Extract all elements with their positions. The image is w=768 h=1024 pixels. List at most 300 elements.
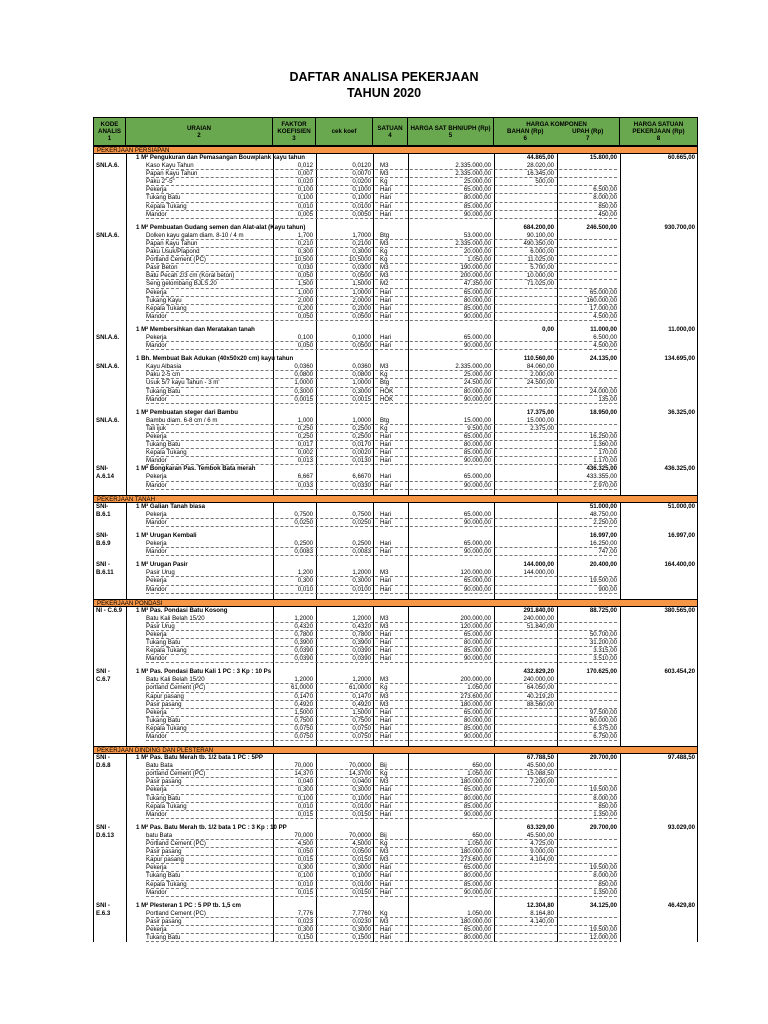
harga-cell: 180.000,00	[460, 848, 491, 856]
satuan-cell: Hari	[380, 585, 392, 593]
satuan-cell: M3	[380, 692, 389, 700]
harga-cell: 90.000,00	[463, 481, 491, 489]
row-underline	[146, 941, 617, 942]
column-divider	[126, 363, 127, 371]
upah-cell: 2.250,00	[593, 518, 617, 526]
koef-cell: 1,0000	[352, 379, 371, 387]
faktor-cell: 0,4920	[294, 700, 313, 708]
harga-cell: 1.050,00	[467, 909, 491, 917]
uraian-cell: Kaso Kayu Tahun	[146, 162, 194, 170]
table-row	[93, 786, 698, 794]
upah-cell: 16.250,00	[589, 540, 617, 548]
harga-cell: 25.000,00	[463, 371, 491, 379]
satuan-cell: Hari	[380, 540, 392, 548]
table-row	[93, 457, 698, 465]
column-divider	[126, 186, 127, 194]
column-divider	[620, 811, 621, 819]
column-divider	[126, 615, 127, 623]
col-cek-label: cek koef	[331, 128, 357, 135]
bahan-total: 44.865,00	[526, 154, 554, 161]
table-row	[93, 511, 698, 519]
col-num: 5	[448, 131, 453, 139]
work-item-row	[93, 154, 698, 162]
faktor-cell: 1,500	[297, 280, 313, 288]
table-row	[93, 519, 698, 527]
column-divider	[620, 848, 621, 856]
column-divider	[126, 754, 127, 762]
table-row	[93, 795, 698, 803]
table-row	[93, 449, 698, 457]
uraian-cell: Mandor	[146, 733, 167, 740]
column-divider	[126, 441, 127, 449]
upah-total: 34.125,00	[589, 901, 617, 909]
column-divider	[620, 511, 621, 519]
satuan-cell: M3	[380, 622, 389, 630]
harga-satuan-total: 11.000,00	[668, 325, 695, 333]
column-divider	[620, 334, 621, 342]
section-header: PEKERJAAN DINDING DAN PLESTERAN	[93, 746, 698, 754]
table-row	[93, 770, 698, 778]
satuan-cell: Hari	[380, 473, 392, 481]
koef-cell: 0,0250	[352, 518, 371, 526]
harga-cell: 2.335.000,00	[455, 363, 491, 371]
column-divider	[620, 425, 621, 433]
koef-cell: 0,0230	[352, 917, 371, 925]
col-uraian-label: URAIAN	[186, 124, 212, 132]
uraian-cell: batu Bata	[146, 831, 173, 839]
upah-total: 29.700,00	[589, 823, 617, 831]
column-divider	[620, 178, 621, 186]
harga-cell: 85.000,00	[463, 304, 491, 312]
column-divider	[126, 902, 127, 910]
uraian-cell: Tukang Batu	[146, 638, 181, 646]
bahan-cell: 45.500,00	[526, 831, 554, 839]
column-divider	[126, 725, 127, 733]
column-divider	[126, 811, 127, 819]
column-divider	[620, 248, 621, 256]
upah-cell: 19.500,00	[589, 786, 617, 794]
bahan-cell: 5.700,00	[530, 264, 554, 272]
harga-cell: 85.000,00	[463, 880, 491, 888]
uraian-cell: Kepala Tukang	[146, 647, 187, 655]
faktor-cell: 0,015	[297, 888, 313, 896]
column-divider	[620, 162, 621, 170]
faktor-cell: 0,015	[297, 856, 313, 864]
column-divider	[126, 594, 127, 599]
harga-cell: 273.600,00	[460, 856, 491, 864]
upah-cell: 433.355,00	[586, 473, 617, 481]
column-divider	[126, 848, 127, 856]
column-divider	[620, 881, 621, 889]
harga-cell: 65.000,00	[463, 864, 491, 872]
table-row	[93, 803, 698, 811]
kode-cell: SNI -	[96, 668, 110, 676]
bahan-cell: 15.088,50	[526, 770, 554, 778]
upah-cell: 6.500,00	[593, 333, 617, 341]
satuan-cell: Hari	[380, 647, 392, 655]
koef-cell: 0,0100	[352, 802, 371, 810]
upah-cell: 4.500,00	[593, 312, 617, 320]
table-row	[93, 926, 698, 934]
column-divider	[620, 647, 621, 655]
faktor-cell: 2,000	[297, 296, 313, 304]
bahan-cell: 51.840,00	[526, 622, 554, 630]
harga-cell: 53.000,00	[463, 231, 491, 239]
column-divider	[620, 655, 621, 663]
col-harga-pek	[620, 118, 697, 145]
harga-cell: 65.000,00	[463, 925, 491, 933]
kode-cell: NI - C.6.9	[96, 606, 123, 614]
satuan-cell: M3	[380, 856, 389, 864]
column-divider	[126, 717, 127, 725]
column-divider	[126, 926, 127, 934]
column-divider	[620, 363, 621, 371]
harga-cell: 65.000,00	[463, 333, 491, 341]
uraian-cell: Pasir pasang	[146, 700, 182, 708]
harga-cell: 90.000,00	[463, 585, 491, 593]
koef-cell: 0,2500	[352, 540, 371, 548]
uraian-cell: Kepala Tukang	[146, 304, 187, 312]
faktor-cell: 0,1470	[294, 692, 313, 700]
upah-cell: 160.000,00	[586, 296, 617, 304]
work-item-row	[93, 668, 698, 676]
column-divider	[126, 154, 127, 162]
uraian-cell: Pekerja	[146, 333, 167, 341]
bahan-cell: 4.140,00	[530, 917, 554, 925]
upah-cell: 19.500,00	[589, 864, 617, 872]
satuan-cell: M3	[380, 162, 389, 170]
faktor-cell: 14,370	[294, 770, 313, 778]
bahan-cell: 90.100,00	[526, 231, 554, 239]
koef-cell: 0,7500	[352, 716, 371, 724]
kode-cell: SNI-	[96, 531, 109, 539]
column-divider	[494, 490, 495, 495]
bahan-cell: 40.219,20	[526, 692, 554, 700]
bahan-cell: 6.000,00	[530, 248, 554, 256]
spacer-row	[93, 594, 698, 599]
faktor-cell: 0,0800	[294, 371, 313, 379]
faktor-cell: 0,0360	[294, 363, 313, 371]
uraian-cell: Kepala Tukang	[146, 802, 187, 810]
table-row	[93, 280, 698, 288]
column-divider	[316, 594, 317, 599]
uraian-cell: Mandor	[146, 457, 167, 465]
column-divider	[620, 388, 621, 396]
column-divider	[126, 540, 127, 548]
harga-cell: 90.000,00	[463, 457, 491, 465]
faktor-cell: 0,050	[297, 342, 313, 350]
column-divider	[126, 824, 127, 832]
koef-cell: 0,0500	[352, 848, 371, 856]
koef-cell: 0,0200	[352, 178, 371, 186]
table-row	[93, 701, 698, 709]
koef-cell: 0,0050	[352, 210, 371, 218]
koef-cell: 0,1500	[352, 934, 371, 942]
koef-cell: 10,5000	[348, 256, 371, 264]
bahan-cell: 15.000,00	[526, 416, 554, 424]
spacer-row	[93, 741, 698, 746]
faktor-cell: 0,100	[297, 794, 313, 802]
harga-cell: 90.000,00	[463, 655, 491, 663]
table-row	[93, 615, 698, 623]
column-divider	[126, 355, 127, 363]
satuan-cell: M3	[380, 272, 389, 280]
harga-cell: 180.000,00	[460, 778, 491, 786]
column-divider	[620, 717, 621, 725]
table-row	[93, 889, 698, 897]
uraian-cell: Tukang Kayu	[146, 296, 182, 304]
faktor-cell: 0,017	[297, 441, 313, 449]
column-divider	[494, 741, 495, 746]
col-kode-label: KODE ANALIS	[97, 121, 122, 135]
harga-cell: 85.000,00	[463, 724, 491, 732]
koef-cell: 1,2000	[352, 676, 371, 684]
harga-cell: 85.000,00	[463, 449, 491, 457]
column-divider	[620, 918, 621, 926]
satuan-cell: Btg	[380, 231, 390, 239]
work-item-row	[93, 465, 698, 473]
table-row	[93, 305, 698, 313]
satuan-cell: Bij	[380, 762, 387, 770]
bahan-cell: 28.020,00	[526, 162, 554, 170]
column-divider	[126, 762, 127, 770]
koef-cell: 70,0000	[348, 831, 371, 839]
table-row	[93, 473, 698, 481]
faktor-cell: 0,300	[297, 577, 313, 585]
harga-cell: 65.000,00	[463, 433, 491, 440]
kode-cell: SNI-	[96, 502, 109, 510]
column-divider	[316, 490, 317, 495]
document-title: DAFTAR ANALISA PEKERJAAN	[289, 70, 479, 84]
kode-cell: SNI.A.6.	[96, 333, 120, 341]
column-divider	[373, 741, 374, 746]
column-divider	[620, 240, 621, 248]
column-divider	[126, 676, 127, 684]
satuan-cell: Hari	[380, 481, 392, 489]
upah-total: 88.725,00	[589, 606, 617, 614]
faktor-cell: 0,050	[297, 272, 313, 280]
work-item-row	[93, 561, 698, 569]
upah-cell: 6.375,00	[593, 724, 617, 732]
table-row	[93, 548, 698, 556]
item-title: 1 M² Membersihkan dan Meratakan tanah	[136, 325, 255, 333]
upah-cell: 31.200,00	[589, 638, 617, 646]
bahan-cell: 45.500,00	[526, 762, 554, 770]
table-row	[93, 840, 698, 848]
harga-satuan-total: 97.488,50	[667, 754, 695, 762]
section-header: PEKERJAAN TANAH	[93, 495, 698, 503]
koef-cell: 0,0020	[352, 449, 371, 457]
table-row	[93, 186, 698, 194]
bahan-cell: 4.104,00	[530, 856, 554, 864]
satuan-cell: Kg	[380, 178, 388, 186]
satuan-cell: M3	[380, 614, 389, 622]
satuan-cell: Hari	[380, 194, 392, 202]
column-divider	[620, 272, 621, 280]
satuan-cell: Hari	[380, 716, 392, 724]
kode-cell: A.6.14	[96, 473, 114, 481]
satuan-cell: Kg	[380, 909, 388, 917]
column-divider	[620, 864, 621, 872]
kode-cell: SNI.A.6.	[96, 416, 120, 424]
column-divider	[126, 655, 127, 663]
koef-cell: 0,4320	[352, 622, 371, 630]
table-row	[93, 170, 698, 178]
column-divider	[557, 490, 558, 495]
table-row	[93, 264, 698, 272]
upah-cell: 170,00	[598, 449, 617, 457]
column-divider	[620, 577, 621, 585]
column-divider	[126, 334, 127, 342]
upah-cell: 900,00	[598, 585, 617, 593]
col-harga-sat	[408, 118, 494, 145]
column-divider	[273, 490, 274, 495]
work-item-row	[93, 409, 698, 417]
column-divider	[126, 872, 127, 880]
column-divider	[126, 409, 127, 417]
upah-total: 18.950,00	[589, 408, 617, 416]
faktor-cell: 0,3000	[294, 387, 313, 395]
satuan-cell: Hari	[380, 794, 392, 802]
table-row	[93, 910, 698, 918]
satuan-cell: M3	[380, 264, 389, 272]
kode-cell: SNI -	[96, 561, 110, 569]
satuan-cell: Hari	[380, 864, 392, 872]
table-row	[93, 709, 698, 717]
faktor-cell: 0,007	[297, 170, 313, 178]
satuan-cell: Hari	[380, 210, 392, 218]
upah-cell: 3.510,00	[593, 655, 617, 663]
column-divider	[620, 889, 621, 897]
uraian-cell: Batu Bata	[146, 762, 173, 770]
faktor-cell: 0,210	[297, 239, 313, 247]
faktor-cell: 0,0750	[294, 724, 313, 732]
column-divider	[494, 532, 495, 540]
col-cek	[316, 118, 373, 145]
table-row	[93, 540, 698, 548]
faktor-cell: 0,200	[297, 304, 313, 312]
faktor-cell: 0,020	[297, 178, 313, 186]
bahan-total: 17.375,00	[526, 408, 554, 416]
table-row	[93, 717, 698, 725]
column-divider	[126, 795, 127, 803]
table-row	[93, 388, 698, 396]
koef-cell: 1,0000	[352, 288, 371, 296]
faktor-cell: 1,000	[297, 416, 313, 424]
column-divider	[126, 371, 127, 379]
upah-cell: 6.500,00	[593, 186, 617, 194]
bahan-cell: 500,00	[535, 178, 554, 186]
column-divider	[126, 607, 127, 615]
column-divider	[620, 170, 621, 178]
satuan-cell: Btg	[380, 416, 390, 424]
harga-satuan-total: 46.429,80	[667, 901, 695, 909]
koef-cell: 0,2500	[352, 433, 371, 440]
kode-cell: B.6.1	[96, 510, 111, 518]
faktor-cell: 0,0390	[294, 655, 313, 663]
table-row	[93, 762, 698, 770]
harga-satuan-total: 16.997,00	[667, 531, 695, 539]
table-row	[93, 848, 698, 856]
satuan-cell: Kg	[380, 770, 388, 778]
upah-total: 51.000,00	[589, 502, 617, 510]
column-divider	[126, 162, 127, 170]
harga-cell: 200.000,00	[460, 272, 491, 280]
col-num: 7	[586, 135, 590, 142]
koef-cell: 0,1000	[352, 333, 371, 341]
bahan-cell: 16.345,00	[526, 170, 554, 178]
item-title: 1 Bh. Membuat Bak Adukan (40x50x20 cm) kayu tahun	[136, 355, 294, 363]
column-divider	[126, 433, 127, 441]
upah-total: 16.997,00	[589, 531, 617, 539]
harga-cell: 90.000,00	[463, 342, 491, 350]
uraian-cell: Paku 2-5 cm	[146, 371, 181, 379]
column-divider	[126, 832, 127, 840]
upah-total: 11.000,00	[590, 325, 617, 333]
kode-cell: D.6.13	[96, 831, 114, 839]
column-divider	[620, 872, 621, 880]
faktor-cell: 0,010	[297, 585, 313, 593]
harga-cell: 80.000,00	[463, 638, 491, 646]
column-divider	[126, 417, 127, 425]
column-divider	[126, 449, 127, 457]
table-row	[93, 371, 698, 379]
column-divider	[620, 519, 621, 527]
column-divider	[620, 194, 621, 202]
koef-cell: 0,0150	[352, 888, 371, 896]
column-divider	[126, 232, 127, 240]
column-divider	[620, 586, 621, 594]
uraian-cell: Kayu Albasia	[146, 363, 182, 371]
harga-cell: 2.335.000,00	[455, 239, 491, 247]
table-row	[93, 586, 698, 594]
table-row	[93, 363, 698, 371]
column-divider	[126, 778, 127, 786]
table-row	[93, 676, 698, 684]
faktor-cell: 0,0390	[294, 647, 313, 655]
column-divider	[620, 417, 621, 425]
column-divider	[126, 425, 127, 433]
work-item-row	[93, 326, 698, 334]
column-divider	[620, 548, 621, 556]
column-divider	[126, 297, 127, 305]
column-divider	[126, 503, 127, 511]
harga-cell: 120.000,00	[460, 622, 491, 630]
upah-total: 15.800,00	[589, 154, 617, 161]
column-divider	[126, 396, 127, 404]
column-divider	[273, 741, 274, 746]
uraian-cell: Portland Cement (PC)	[146, 840, 206, 848]
table-row	[93, 289, 698, 297]
column-divider	[620, 297, 621, 305]
column-divider	[620, 693, 621, 701]
satuan-cell: Hari	[380, 733, 392, 740]
faktor-cell: 0,015	[297, 810, 313, 818]
uraian-cell: Pekerja	[146, 510, 167, 518]
col-num: 6	[523, 135, 527, 142]
bahan-total: 12.304,80	[526, 901, 554, 909]
column-divider	[126, 511, 127, 519]
bahan-cell: 144.000,00	[523, 569, 554, 577]
table-row	[93, 379, 698, 387]
harga-cell: 85.000,00	[463, 202, 491, 210]
uraian-cell: Pekerja	[146, 630, 167, 638]
column-divider	[316, 741, 317, 746]
column-divider	[620, 473, 621, 481]
uraian-cell: Kepala Tukang	[146, 202, 187, 210]
harga-cell: 47.350,00	[463, 280, 491, 288]
column-divider	[126, 803, 127, 811]
